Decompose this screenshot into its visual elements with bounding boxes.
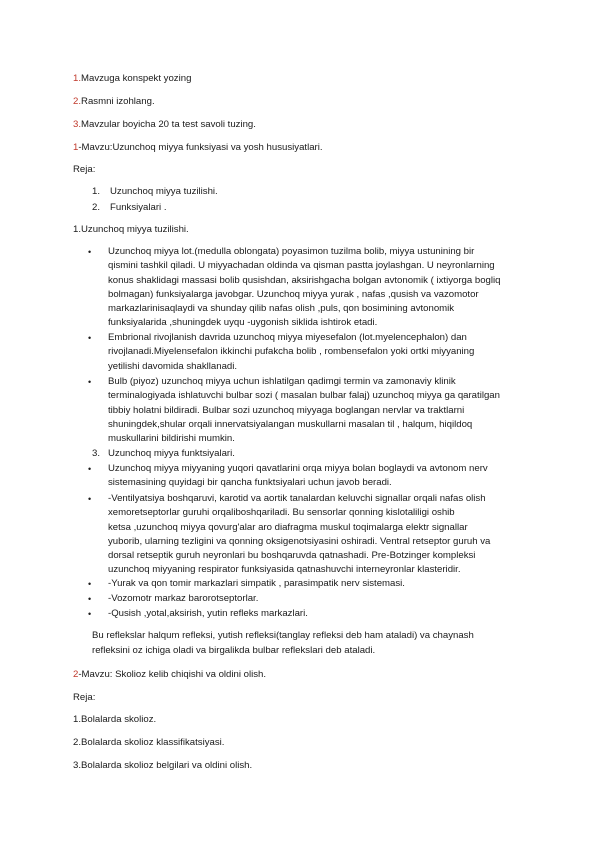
task-number: 3.	[73, 119, 82, 130]
text-line: xemoretseptorlar guruhi orqaliboshqariladi. Bu sensorlar qonning kislotaliligi oshib	[108, 507, 455, 519]
text-line: yetilishi davomida shakllanadi.	[108, 360, 238, 372]
text-line: dorsal retseptik guruh neyronlari bu boshqaruvda qatnashadi. Pre-Botzinger kompleksi	[108, 550, 476, 562]
topic-title-text: -Mavzu:Uzunchoq miyya funksiyasi va yosh hususiyatlari.	[78, 142, 323, 153]
topic-title-text: -Mavzu: Skolioz kelib chiqishi va oldini olish.	[78, 669, 267, 680]
task-text: Mavzular boyicha 20 ta test savoli tuzing.	[81, 119, 256, 130]
text-line: shuningdek,shular orqali innervatsiyalangan muskullarni masalan til , halqum, hiqildoq	[108, 418, 473, 430]
text-line: Embrional rivojlanish davrida uzunchoq miyya miyesefalon (lot.myelencephalon) dan	[108, 332, 467, 343]
task-2	[73, 96, 155, 108]
plan-item: 2.Bolalarda skolioz klassifikatsiyasi.	[73, 737, 225, 748]
bullet-paragraph	[108, 592, 553, 606]
plan-number: 1.	[92, 186, 101, 197]
task-number: 2.	[73, 96, 82, 107]
section-number: 3.	[92, 448, 101, 459]
plan-item: 3.Bolalarda skolioz belgilari va oldini olish.	[73, 760, 253, 771]
text-line: konus shaklidagi massasi bolib qusishdan, aksirishgacha bolgan avtonomik ( ixtiyorga bogliq	[108, 274, 501, 286]
task-1	[73, 73, 191, 85]
plan-item: Funksiyalari .	[110, 202, 167, 213]
plan-item: Uzunchoq miyya tuzilishi.	[110, 186, 218, 197]
topic-1-title	[73, 142, 323, 154]
plan-item: 1.Bolalarda skolioz.	[73, 714, 157, 725]
plan-number: 2.	[92, 202, 101, 213]
reja-label: Reja:	[73, 164, 96, 175]
section-heading: Uzunchoq miyya funktsiyalari.	[108, 448, 235, 459]
topic-number: 1	[73, 142, 79, 153]
bullet-paragraph	[108, 492, 553, 578]
text-line: terminalogiyada ishlatuvchi bulbar sozi ( masalan bulbar falaj) uzunchoq miyya ga qaratilgan	[108, 390, 500, 402]
text-line: -Qusish ,yotal,aksirish, yutin refleks markazlari.	[108, 608, 308, 619]
text-line: -Vozomotr markaz barorotseptorlar.	[108, 593, 259, 604]
topic-number: 2	[73, 669, 79, 680]
bullet-paragraph	[108, 607, 553, 621]
text-line: muskullarini bildirishi mumkin.	[108, 433, 235, 445]
text-line: -Yurak va qon tomir markazlari simpatik , parasimpatik nerv sistemasi.	[108, 578, 405, 589]
text-line: funksiyalarida ,shuningdek uyqu -uygonish siklida ishtirok etadi.	[108, 317, 378, 329]
bullet-paragraph	[108, 462, 553, 491]
bullet-paragraph	[108, 331, 553, 374]
task-text: Mavzuga konspekt yozing	[81, 73, 192, 84]
bullet-icon: •	[88, 594, 92, 604]
text-line: markazlarinisaqlaydi va shunday qilib nafas olish ,puls, qon bosimining avtonomik	[108, 303, 455, 315]
bullet-icon: •	[88, 377, 92, 387]
topic-2-title	[73, 669, 266, 681]
text-line: -Ventilyatsiya boshqaruvi, karotid va aortik tanalardan keluvchi signallar orqali nafas olish	[108, 493, 486, 504]
text-line: Bulb (piyoz) uzunchoq miyya uchun ishlatilgan qadimgi termin va zamonaviy klinik	[108, 376, 456, 387]
bullet-icon: •	[88, 579, 92, 589]
text-line: Uzunchoq miyya miyyaning yuqori qavatlarini orqa miyya bolan boglaydi va avtonom nerv	[108, 463, 488, 474]
bullet-paragraph	[108, 375, 553, 446]
text-line: qismini tashkil qiladi. U miyyachadan oldinda va qisman pastta joylashgan. U neyronlarning	[108, 260, 495, 272]
text-line: yuborib, ularning tezligini va qonning oksigenotsiyasini oshiradi. Ventral retseptor guruh va	[108, 535, 491, 547]
bullet-paragraph	[108, 245, 553, 331]
bullet-icon: •	[88, 494, 92, 504]
task-text: Rasmni izohlang.	[81, 96, 155, 107]
bullet-icon: •	[88, 609, 92, 619]
text-line: rivojlanadi.Miyelensefalon ikkinchi pufakcha bolib , rombensefalon yoki ortki miyyaning	[108, 346, 475, 358]
text-line: ketsa ,uzunchoq miyya qovurg'alar aro diafragma muskul toqimalarga elektr signallar	[108, 521, 468, 533]
reja-label: Reja:	[73, 692, 96, 703]
text-line: bolmagan) funksiyalarga javobgar. Uzunchoq miyya yurak , nafas ,qusish va vazomotor	[108, 288, 479, 300]
closing-line: Bu reflekslar halqum refleksi, yutish refleksi(tanglay refleksi deb ham ataladi) va chaynash	[92, 630, 474, 641]
task-number: 1.	[73, 73, 82, 84]
text-line: uzunchoq miyyaning respirator funksiyasida qatnashuvchi interneyronlar klasteridir.	[108, 564, 461, 576]
text-line: tibbiy holatni bildiradi. Bulbar sozi uzunchoq miyyaga boglangan nervlar va traktlarni	[108, 404, 465, 416]
task-3	[73, 119, 256, 131]
bullet-paragraph	[108, 577, 553, 591]
bullet-icon: •	[88, 464, 92, 474]
closing-line: refleksini oz ichiga oladi va birgalikda bulbar reflekslari deb ataladi.	[92, 645, 376, 656]
section-heading: 1.Uzunchoq miyya tuzilishi.	[73, 224, 189, 235]
bullet-icon: •	[88, 333, 92, 343]
bullet-icon: •	[88, 247, 92, 257]
text-line: Uzunchoq miyya lot.(medulla oblongata) poyasimon tuzilma bolib, miyya ustunining bir	[108, 246, 475, 257]
text-line: sistemasining quyidagi bir qancha funktsiyalari uchun javob beradi.	[108, 477, 392, 489]
